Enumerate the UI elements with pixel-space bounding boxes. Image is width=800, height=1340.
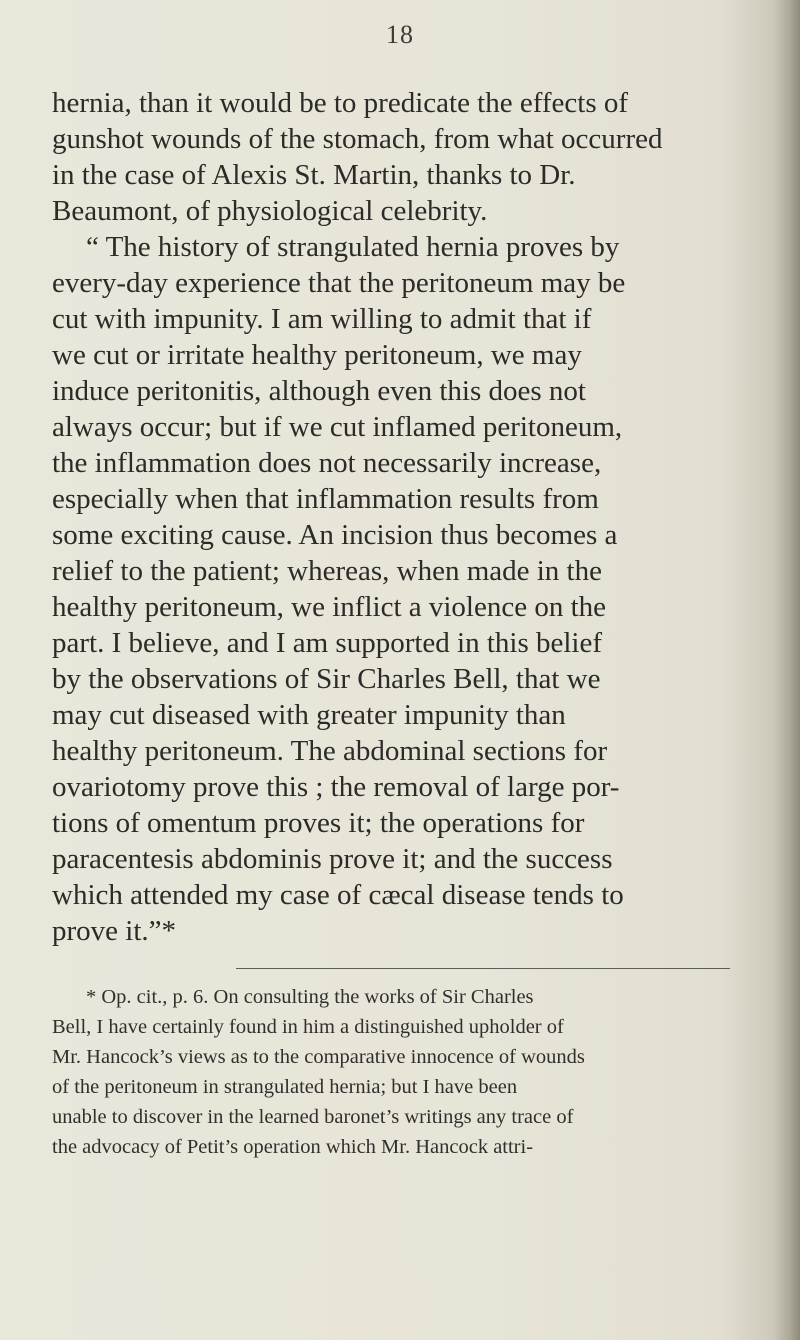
body-line: especially when that inflammation results from (52, 483, 599, 515)
body-line: some exciting cause. An incision thus becomes a (52, 519, 618, 551)
body-line: in the case of Alexis St. Martin, thanks to Dr. (52, 159, 576, 191)
body-line: ovariotomy prove this ; the removal of large por- (52, 771, 620, 803)
body-line: part. I believe, and I am supported in this belief (52, 627, 603, 659)
body-line: induce peritonitis, although even this does not (52, 375, 586, 407)
body-line: may cut diseased with greater impunity than (52, 699, 566, 731)
body-line: hernia, than it would be to predicate the effects of (52, 87, 629, 119)
body-line: every-day experience that the peritoneum may be (52, 267, 626, 299)
body-line: “ The history of strangulated hernia proves by (86, 231, 620, 263)
body-line: Beaumont, of physiological celebrity. (52, 195, 488, 227)
footnote-rule (236, 968, 730, 969)
footnote-line: * Op. cit., p. 6. On consulting the works of Sir Charles (86, 986, 534, 1008)
footnote-line: unable to discover in the learned baronet’s writings any trace of (52, 1106, 574, 1128)
body-line: healthy peritoneum. The abdominal sections for (52, 735, 608, 767)
page-number: 18 (386, 20, 414, 49)
footnote-line: Bell, I have certainly found in him a distinguished upholder of (52, 1016, 564, 1038)
footnote-line: Mr. Hancock’s views as to the comparative innocence of wounds (52, 1046, 585, 1068)
body-line: healthy peritoneum, we inflict a violence on the (52, 591, 607, 623)
body-line: we cut or irritate healthy peritoneum, we may (52, 339, 582, 371)
body-line: always occur; but if we cut inflamed peritoneum, (52, 411, 623, 443)
body-line: cut with impunity. I am willing to admit that if (52, 303, 592, 335)
body-line: which attended my case of cæcal disease tends to (52, 879, 624, 911)
body-line: the inflammation does not necessarily increase, (52, 447, 602, 479)
body-line: prove it.”* (52, 915, 177, 947)
body-line: relief to the patient; whereas, when made in the (52, 555, 602, 587)
footnote-line: the advocacy of Petit’s operation which Mr. Hancock attri- (52, 1136, 534, 1158)
page-edge-shadow (774, 0, 800, 1340)
footnote-line: of the peritoneum in strangulated hernia; but I have been (52, 1076, 518, 1098)
body-line: paracentesis abdominis prove it; and the success (52, 843, 613, 875)
body-line: gunshot wounds of the stomach, from what occurred (52, 123, 663, 155)
body-line: tions of omentum proves it; the operations for (52, 807, 585, 839)
body-line: by the observations of Sir Charles Bell, that we (52, 663, 601, 695)
